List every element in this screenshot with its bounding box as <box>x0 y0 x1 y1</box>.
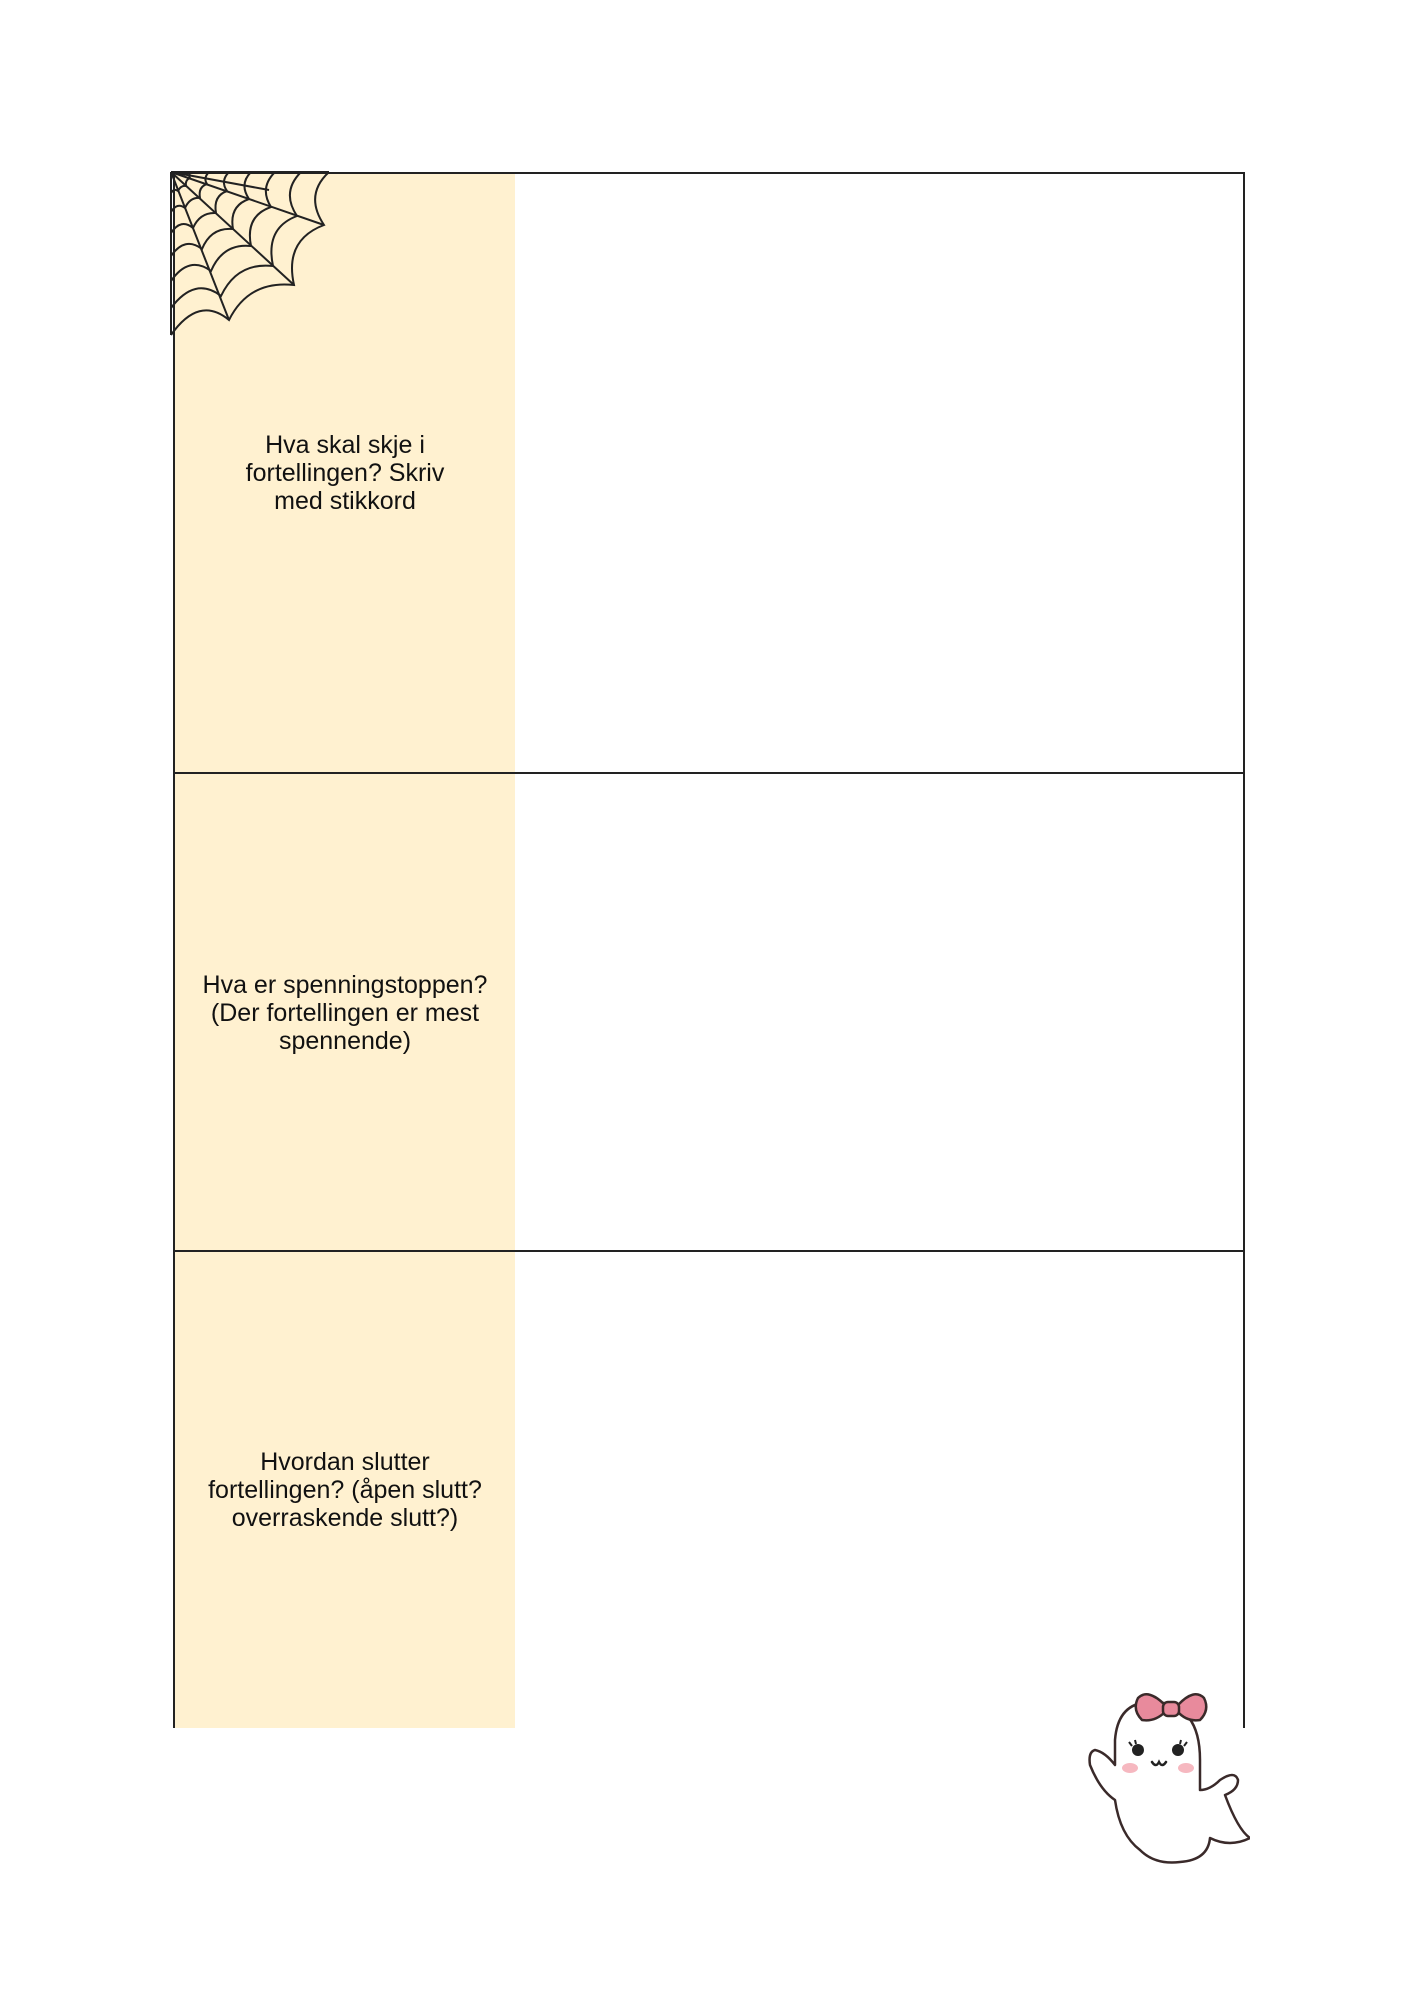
label-cell-climax <box>175 774 515 1252</box>
label-cell-ending <box>175 1252 515 1728</box>
bow-icon <box>1136 1694 1207 1720</box>
table-row-ending <box>175 1250 1243 1728</box>
answer-area-climax[interactable] <box>515 774 1243 1252</box>
answer-area-ending[interactable] <box>515 1252 1243 1728</box>
ghost-with-bow-icon <box>1060 1670 1250 1870</box>
story-planning-table <box>173 172 1245 1728</box>
spider-web-icon <box>169 170 339 340</box>
label-plot: Hva skal skje i fortellingen? Skriv med stikkord <box>245 431 445 515</box>
table-row-climax <box>175 772 1243 1252</box>
answer-area-plot[interactable] <box>515 174 1243 772</box>
label-ending: Hvordan slutter fortellingen? (åpen slutt? overraskende slutt?) <box>208 1448 482 1532</box>
label-climax: Hva er spenningstoppen? (Der fortellingen er mest spennende) <box>202 971 488 1055</box>
